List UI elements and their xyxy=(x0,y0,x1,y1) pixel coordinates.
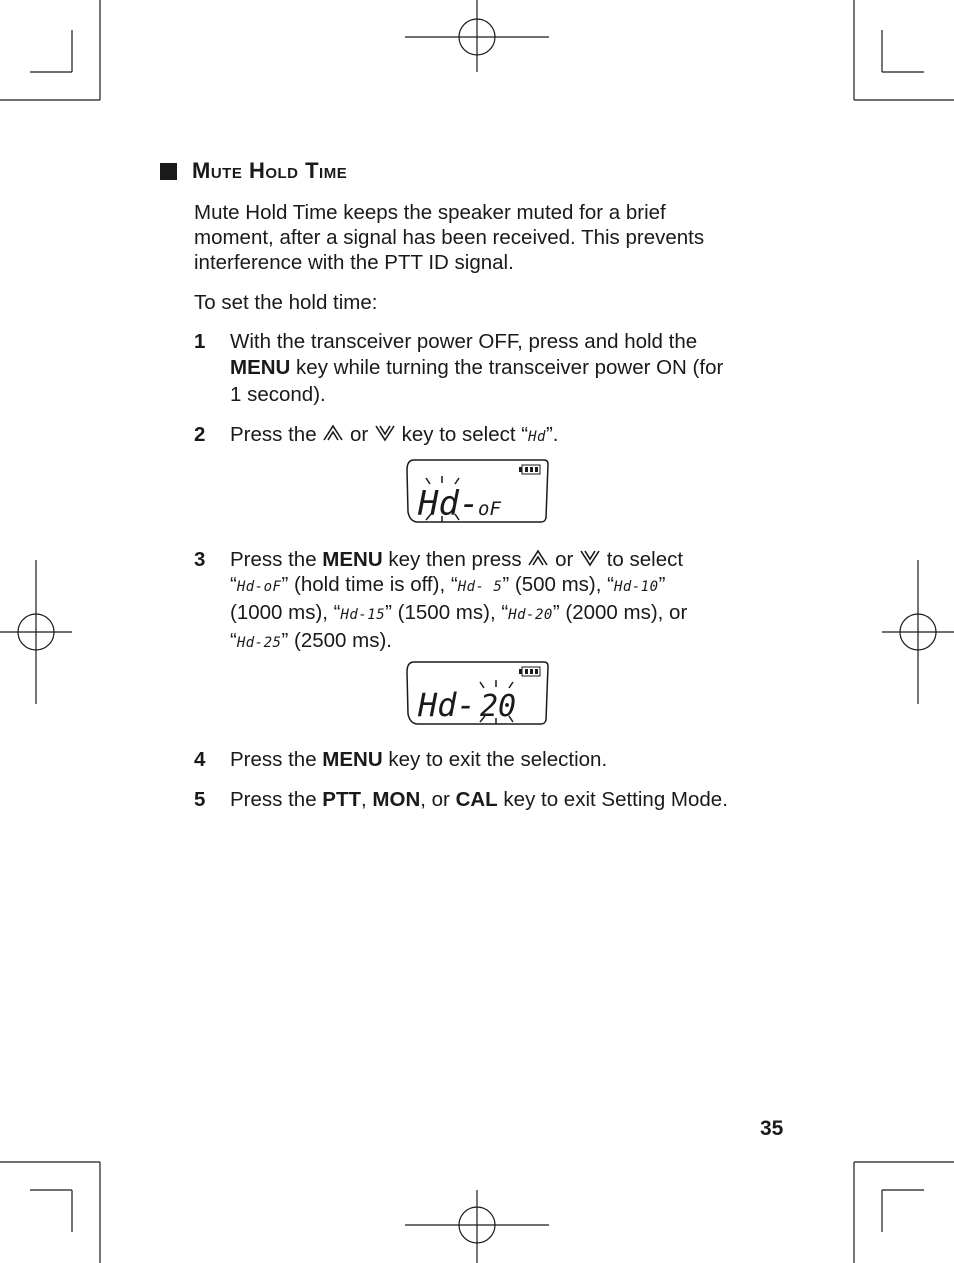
intro-paragraph: Mute Hold Time keeps the speaker muted for a brief moment, after a signal has been received. This prevents interference with the PTT ID signal. xyxy=(194,201,705,274)
battery-icon xyxy=(519,667,540,676)
mon-key-label: MON xyxy=(372,788,421,811)
up-arrow-icon xyxy=(527,548,549,568)
page-number: 35 xyxy=(760,1117,784,1140)
up-arrow-icon xyxy=(322,423,344,443)
lcd-code-hd: Hd xyxy=(528,429,546,445)
lcd-main-text: Hd- xyxy=(418,686,476,724)
registration-mark-icon xyxy=(405,0,549,72)
lcd-sub-text: 20 xyxy=(480,689,517,724)
menu-key-label: MENU xyxy=(322,548,383,571)
lcd-display-hold-20 xyxy=(404,658,550,728)
menu-key-label: MENU xyxy=(230,356,291,379)
lcd-code-option: Hd-25 xyxy=(236,635,282,651)
down-arrow-icon xyxy=(374,423,396,443)
registration-mark-icon xyxy=(0,560,72,704)
down-arrow-icon xyxy=(579,548,601,568)
lcd-code-option: Hd- 5 xyxy=(457,579,503,595)
lcd-code-option: Hd-oF xyxy=(236,579,282,595)
lead-text: To set the hold time: xyxy=(194,291,378,314)
section-title: Mute Hold Time xyxy=(192,158,348,183)
lcd-sub-text: oF xyxy=(478,498,501,520)
registration-mark-icon xyxy=(882,560,954,704)
lcd-display-hold-off xyxy=(404,456,550,526)
section-heading xyxy=(160,156,347,186)
cal-key-label: CAL xyxy=(455,788,498,811)
ptt-key-label: PTT xyxy=(322,788,362,811)
lcd-code-option: Hd-15 xyxy=(340,607,386,623)
registration-mark-icon xyxy=(405,1190,549,1263)
menu-key-label: MENU xyxy=(322,748,383,771)
battery-icon xyxy=(519,465,540,474)
square-bullet-icon xyxy=(160,163,177,180)
lcd-code-option: Hd-10 xyxy=(613,579,659,595)
lcd-code-option: Hd-20 xyxy=(508,607,553,623)
lcd-main-text: Hd- xyxy=(418,484,480,524)
